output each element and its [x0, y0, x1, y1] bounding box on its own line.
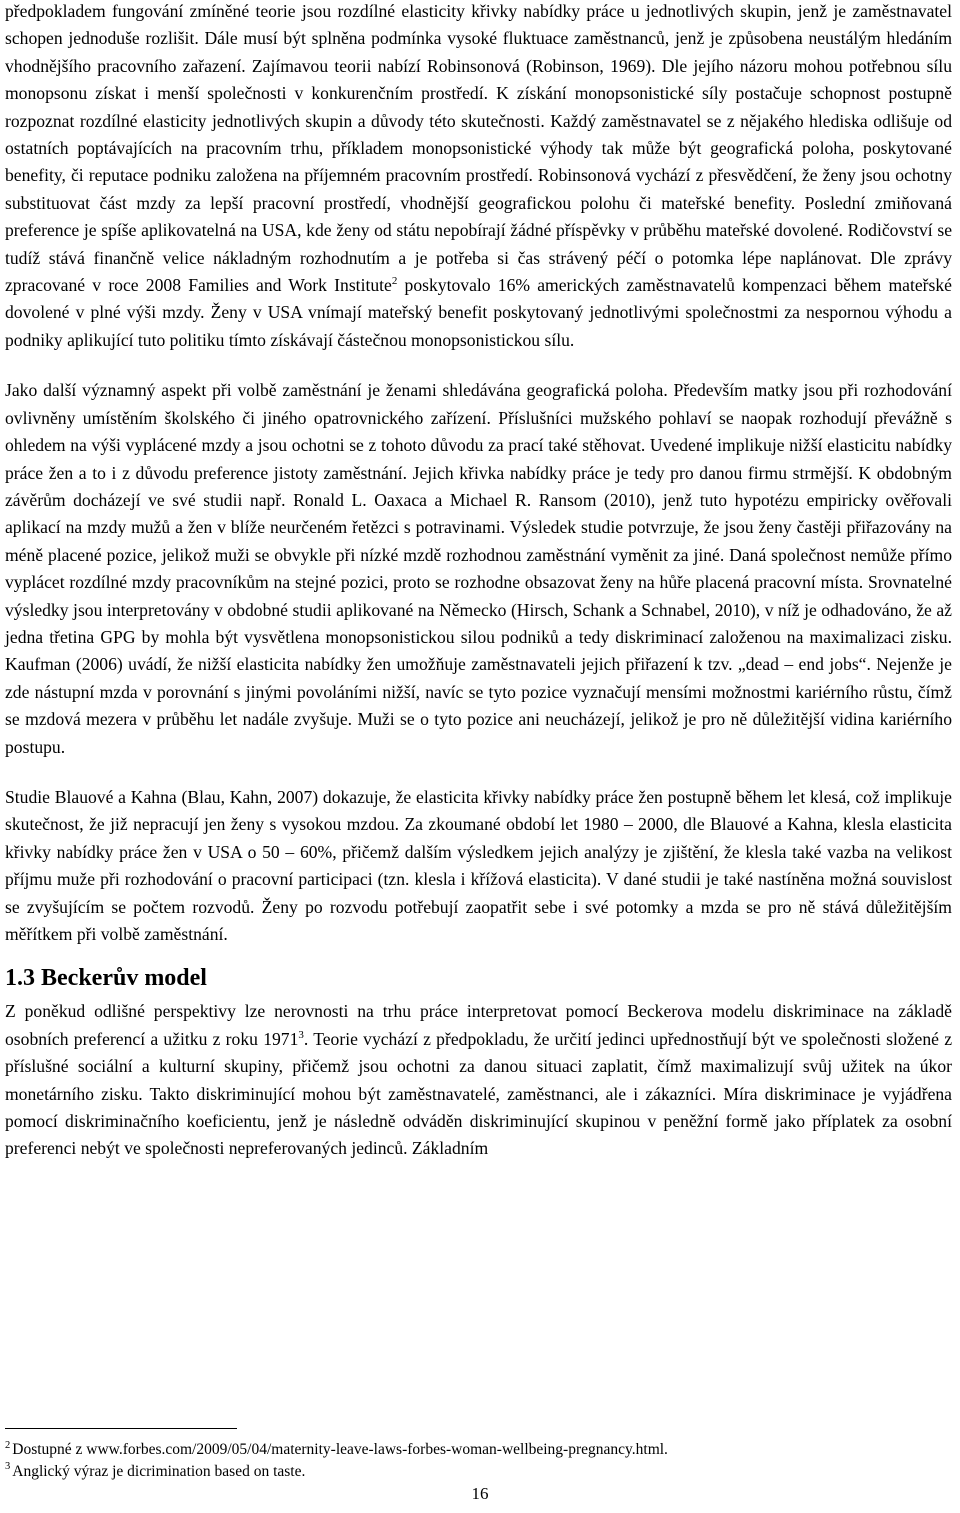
paragraph-blau-kahn: Studie Blauové a Kahna (Blau, Kahn, 2007) dokazuje, že elasticita křivky nabídky práce žen postupně během let klesá, což implikuje skutečnost, že již nepracují jen ženy s vysokou mzdou. Za zkoumané období let 1980 – 2000, dle Blauové a Kahna, klesla elasticita křivky nabídky práce žen v USA o 50 – 60%, přičemž dalším výsledkem jejich analýzy je zjištění, že klesla také vazba na velikost příjmu muže při rozhodování o pracovní participaci (tzn. klesla i křížová elasticita). V dané studii je také nastíněna možná souvislost se zvyšujícím se počtem rozvodů. Ženy po rozvodu potřebují zaopatřit sebe i své potomky a mzda se pro ně stává důležitějším měřítkem při volbě zaměstnání. [5, 786, 952, 944]
footnote-text: Dostupné z www.forbes.com/2009/05/04/maternity-leave-laws-forbes-woman-wellbeing-pregnancy.html. [12, 1441, 668, 1458]
paragraph-monopsony-robinson [5, 0, 952, 354]
footnote-text: Anglický výraz je dicrimination based on taste. [12, 1462, 306, 1480]
footnote-divider [5, 1428, 237, 1429]
footnote-2 [5, 1439, 945, 1461]
paragraph-text: poskytovalo 16% amerických zaměstnavatelů kompenzaci během mateřské dovolené v plné výši mzdy. Ženy v USA vnímají mateřský benefit poskytovaný jednotlivými společnostmi za nespornou výhodu a podniky aplikující tuto politiku tímto získávají částečnou monopsonistickou sílu. [5, 275, 952, 350]
paragraph-text: předpokladem fungování zmíněné teorie jsou rozdílné elasticity křivky nabídky práce u jednotlivých skupin, jenž je zaměstnavatel schopen jednoduše rozlišit. Dále musí být splněna podmínka vysoké fluktuace zaměstnanců, jenž je způsobena neustálým hledáním vhodnějšího pracovního zařazení. Zajímavou teorii nabízí Robinsonová (Robinson, 1969). Dle jejího názoru mohou potřebnou sílu monopsonu získat i menší společnosti v konkurenčním prostředí. K získání monopsonistické síly postačuje schopnost postupně rozpoznat rozdílné elasticity jednotlivých skupin a důvody této skutečnosti. Každý zaměstnavatel se z nějakého hlediska odlišuje od ostatních poptávajících na pracovním trhu, příkladem monopsonistické výhody tak může být geografická poloha, poskytované benefity, či reputace podniku založena na příjemném pracovním prostředí. Robinsonová vychází z přesvědčení, že ženy jsou ochotny substituovat část mzdy za lepší pracovní prostředí, vhodnější geografickou polohu či mateřské benefity. Poslední zmiňovaná preference je spíše aplikovatelná na USA, kde ženy od státu nepobírají žádné příspěvky v průběhu mateřské dovolené. Rodičovství se tudíž stává finančně velice nákladným rozhodnutím a je potřeba si čas strávený péčí o potomka lépe naplánovat. Dle zprávy zpracované v roce 2008 Families and Work Institute [5, 1, 952, 296]
section-heading: 1.3 Beckerův model [5, 965, 207, 992]
footnote-ref-3: 3 [298, 1028, 304, 1041]
footnote-number: 3 [5, 1461, 11, 1473]
footnote-number: 2 [5, 1439, 11, 1451]
footnote-ref-2: 2 [391, 275, 398, 288]
paragraph-geographic-location: Jako další významný aspekt při volbě zaměstnání je ženami shledávána geografická poloha. Především matky jsou při rozhodování ovlivněny umístěním školského či jiného opatrovnického zařízení. Příslušníci mužského pohlaví se naopak rozhodují převážně s ohledem na výši vyplácené mzdy a jsou ochotni se z tohoto důvodu za prací také stěhovat. Uvedené implikuje nižší elasticitu nabídky práce žen a to i z důvodu preference jistoty zaměstnání. Jejich křivka nabídky práce je tedy pro danou firmu strmější. K obdobným závěrům docházejí ve své studii např. Ronald L. Oaxaca a Michael R. Ransom (2010), jenž tuto hypotézu empiricky ověřovali aplikací na mzdy mužů a žen v blíže neurčeném řetězci s potravinami. Výsledek studie potvrzuje, že jsou ženy častěji přiřazovány na méně placené pozice, jelikož muži se obvykle při nízké mzdě rozhodnou zaměstnání vyměnit za jiné. Daná společnost nemůže přímo vyplácet rozdílné mzdy pracovníkům na stejné pozici, proto se rozhodne obsazovat ženy na hůře placená pracovní místa. Srovnatelné výsledky jsou interpretovány v obdobné studii aplikované na Německo (Hirsch, Schank a Schnabel, 2010), v níž je odhadováno, že až jedna třetina GPG by mohla být vysvětlena monopsonistickou silou podniků a tedy diskriminací založenou na maximalizaci zisku. Kaufman (2006) uvádí, že nižší elasticita nabídky žen umožňuje zaměstnavateli jejich přiřazení k tzv. „dead – end jobs“. Nejenže je zde nástupní mzda v porovnání s jinými povoláními nižší, navíc se tyto pozice vyznačují mensími možnostmi kariérního růstu, čímž se mzdová mezera v průběhu let nadále zvyšuje. Muži se o tyto pozice ani neucházejí, jelikož je pro ně důležitější vidina kariérního postupu. [5, 380, 952, 757]
paragraph-becker-model [5, 998, 952, 1162]
page-number: 16 [471, 1484, 489, 1503]
paragraph-text: . Teorie vychází z předpokladu, že určití jedinci upřednostňují být ve společnosti složené z příslušné sociální a kulturní skupiny, přičemž jsou ochotni za danou situaci zaplatit, čímž maximalizují svůj užitek na úkor monetárního zisku. Takto diskriminující mohou být zaměstnavatelé, zaměstnanci, ale i zákazníci. Míra diskriminace je vyjádřena pomocí diskriminačního koeficientu, jenž je následně odváděn diskriminující skupinou v peněžní formě jako příplatek za osobní preferenci nebýt ve společnosti nepreferovaných jedinců. Základním [5, 1028, 953, 1159]
footnote-3 [5, 1461, 945, 1483]
paragraph-text: Z poněkud odlišné perspektivy lze nerovnosti na trhu práce interpretovat pomocí Beckerova modelu diskriminace na základě osobních preferencí a užitku z roku 1971 [5, 1001, 952, 1049]
footnotes [5, 1439, 945, 1482]
